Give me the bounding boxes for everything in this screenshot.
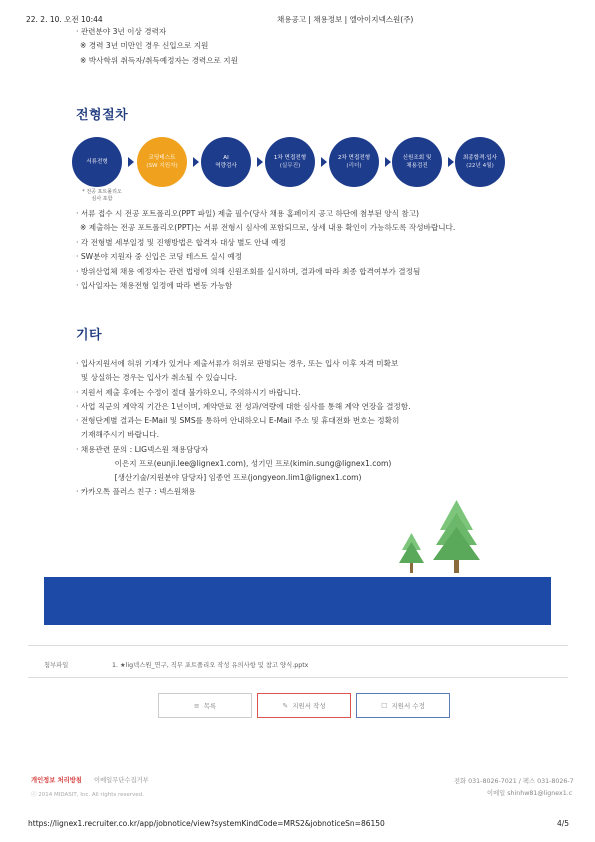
chevron-right-icon (448, 157, 454, 167)
process-note-line-1: * 전공 포트폴리오 (82, 189, 122, 195)
process-note (78, 189, 126, 203)
privacy-policy-link[interactable]: 개인정보 처리방침 (31, 777, 82, 784)
list-button[interactable] (158, 693, 252, 718)
chevron-right-icon (257, 157, 263, 167)
chevron-right-icon (193, 157, 199, 167)
attachment-label: 첨부파일 (44, 662, 69, 669)
process-step-3 (201, 137, 251, 187)
step-label: 코딩테스트 (148, 155, 176, 161)
list-icon: ≡ (193, 701, 200, 710)
write-application-button[interactable] (257, 693, 351, 718)
etc-line-7: · 채용관련 문의 : LIG넥스원 채용담당자 (76, 445, 209, 454)
edit-application-button[interactable] (356, 693, 450, 718)
email-refuse-link[interactable]: 이메일무단수집거부 (94, 777, 149, 784)
etc-line-3: · 지원서 제출 후에는 수정이 절대 불가하오니, 주의하시기 바랍니다. (76, 388, 301, 397)
chevron-right-icon (128, 157, 134, 167)
etc-line-10: · 카카오톡 플러스 친구 : 넥스원채용 (76, 487, 196, 496)
process-step-6 (392, 137, 442, 187)
step-sub: 채용검진 (406, 163, 428, 169)
print-page-title: 채용공고 | 채용정보 | 엘아이지넥스원(주) (277, 15, 414, 24)
print-datetime: 22. 2. 10. 오전 10:44 (26, 15, 103, 24)
process-step-4 (265, 137, 315, 187)
process-step-2 (137, 137, 187, 187)
etc-line-5: · 전형단계별 결과는 E-Mail 및 SMS를 통하여 안내하오니 E-Mail 주소 및 휴대전화 번호는 정확히 (76, 416, 400, 425)
step-label: 2차 면접전형 (337, 155, 371, 161)
footer-email: 이메일 shinhw81@lignex1.c (487, 790, 573, 797)
step-label: 최종합격·입사 (462, 155, 498, 161)
print-page-number: 4/5 (557, 819, 570, 828)
step-sub: (리더) (346, 163, 362, 169)
requirement-line-2: ※ 경력 3년 미만인 경우 신입으로 지원 (80, 41, 209, 50)
divider (28, 645, 568, 646)
process-line-3: · 각 전형별 세부일정 및 진행방법은 합격자 대상 별도 안내 예정 (76, 238, 286, 247)
step-sub: (SW 지원자) (146, 163, 178, 169)
edit-button-label: 지원서 수정 (391, 702, 425, 710)
process-line-2: ※ 제출하는 전공 포트폴리오(PPT)는 서류 전형시 심사에 포함되므로, 상세 내용 확인이 가능하도록 작성바랍니다. (80, 223, 456, 232)
chevron-right-icon (385, 157, 391, 167)
process-note-line-2: 심사 포함 (91, 196, 113, 202)
step-sub: (22년 4월) (466, 163, 494, 169)
tree-small-icon (399, 533, 424, 573)
etc-line-1: · 입사지원서에 허위 기재가 있거나 제출서류가 허위로 판명되는 경우, 또는 입사 이후 자격 미확보 (76, 359, 399, 368)
process-line-4: · SW분야 지원자 중 신입은 코딩 테스트 실시 예정 (76, 252, 243, 261)
etc-line-2: 및 상실하는 경우는 입사가 취소될 수 있습니다. (76, 373, 238, 382)
write-button-label: 지원서 작성 (292, 702, 326, 710)
print-url: https://lignex1.recruiter.co.kr/app/jobnotice/view?systemKindCode=MRS2&jobnoticeSn=86150 (28, 819, 385, 828)
tree-large-icon (433, 500, 480, 573)
divider (28, 677, 568, 678)
etc-line-6: 기재해주시기 바랍니다. (76, 430, 160, 439)
process-step-7 (455, 137, 505, 187)
step-label: 1차 면접전형 (273, 155, 307, 161)
pencil-icon: ✎ (282, 701, 289, 710)
etc-line-8: 이은지 프로(eunji.lee@lignex1.com), 성기민 프로(kimin.sung@lignex1.com) (76, 459, 392, 468)
requirement-line-1: · 관련분야 3년 이상 경력자 (76, 27, 167, 36)
list-button-label: 목록 (203, 702, 217, 710)
chevron-right-icon (321, 157, 327, 167)
step-sub: 역량검사 (215, 163, 237, 169)
step-sub: (실무진) (279, 163, 301, 169)
requirement-line-3: ※ 박사학위 취득자/취득예정자는 경력으로 지원 (80, 56, 238, 65)
attachment-file-link[interactable]: 1. ★lig넥스원_연구, 직무 포트폴리오 작성 유의사항 및 참고 양식.pptx (112, 662, 309, 669)
process-step-1 (72, 137, 122, 187)
step-label: AI (223, 155, 229, 161)
step-label: 서류전형 (86, 159, 108, 165)
step-label: 신원조회 및 (402, 155, 432, 161)
process-line-5: · 방위산업체 채용 예정자는 관련 법령에 의해 신원조회를 실시하며, 결과에 따라 최종 합격여부가 결정됨 (76, 267, 421, 276)
copyright: ⓒ 2014 MIDASIT, Inc. All rights reserved. (31, 792, 144, 798)
footer-phone: 전화 031-8026-7021 / 팩스 031-8026-7 (454, 778, 574, 785)
section-title-etc: 기타 (76, 328, 103, 343)
etc-line-9: [생산기술/지원분야 담당자] 임종연 프로(jongyeon.lim1@lignex1.com) (76, 473, 362, 482)
edit-icon: ☐ (381, 701, 388, 710)
etc-line-4: · 사업 직군의 계약직 기간은 1년이며, 계약만료 전 성과/역량에 대한 심사를 통해 계약 연장을 결정함. (76, 402, 411, 411)
footer-banner (44, 577, 551, 625)
process-line-6: · 입사일자는 채용전형 일정에 따라 변동 가능함 (76, 281, 233, 290)
trees-illustration (390, 495, 490, 577)
process-line-1: · 서류 접수 시 전공 포트폴리오(PPT 파일) 제출 필수(당사 채용 홈페이지 공고 하단에 첨부된 양식 참고) (76, 209, 420, 218)
section-title-process: 전형절차 (76, 108, 129, 123)
process-step-5 (329, 137, 379, 187)
